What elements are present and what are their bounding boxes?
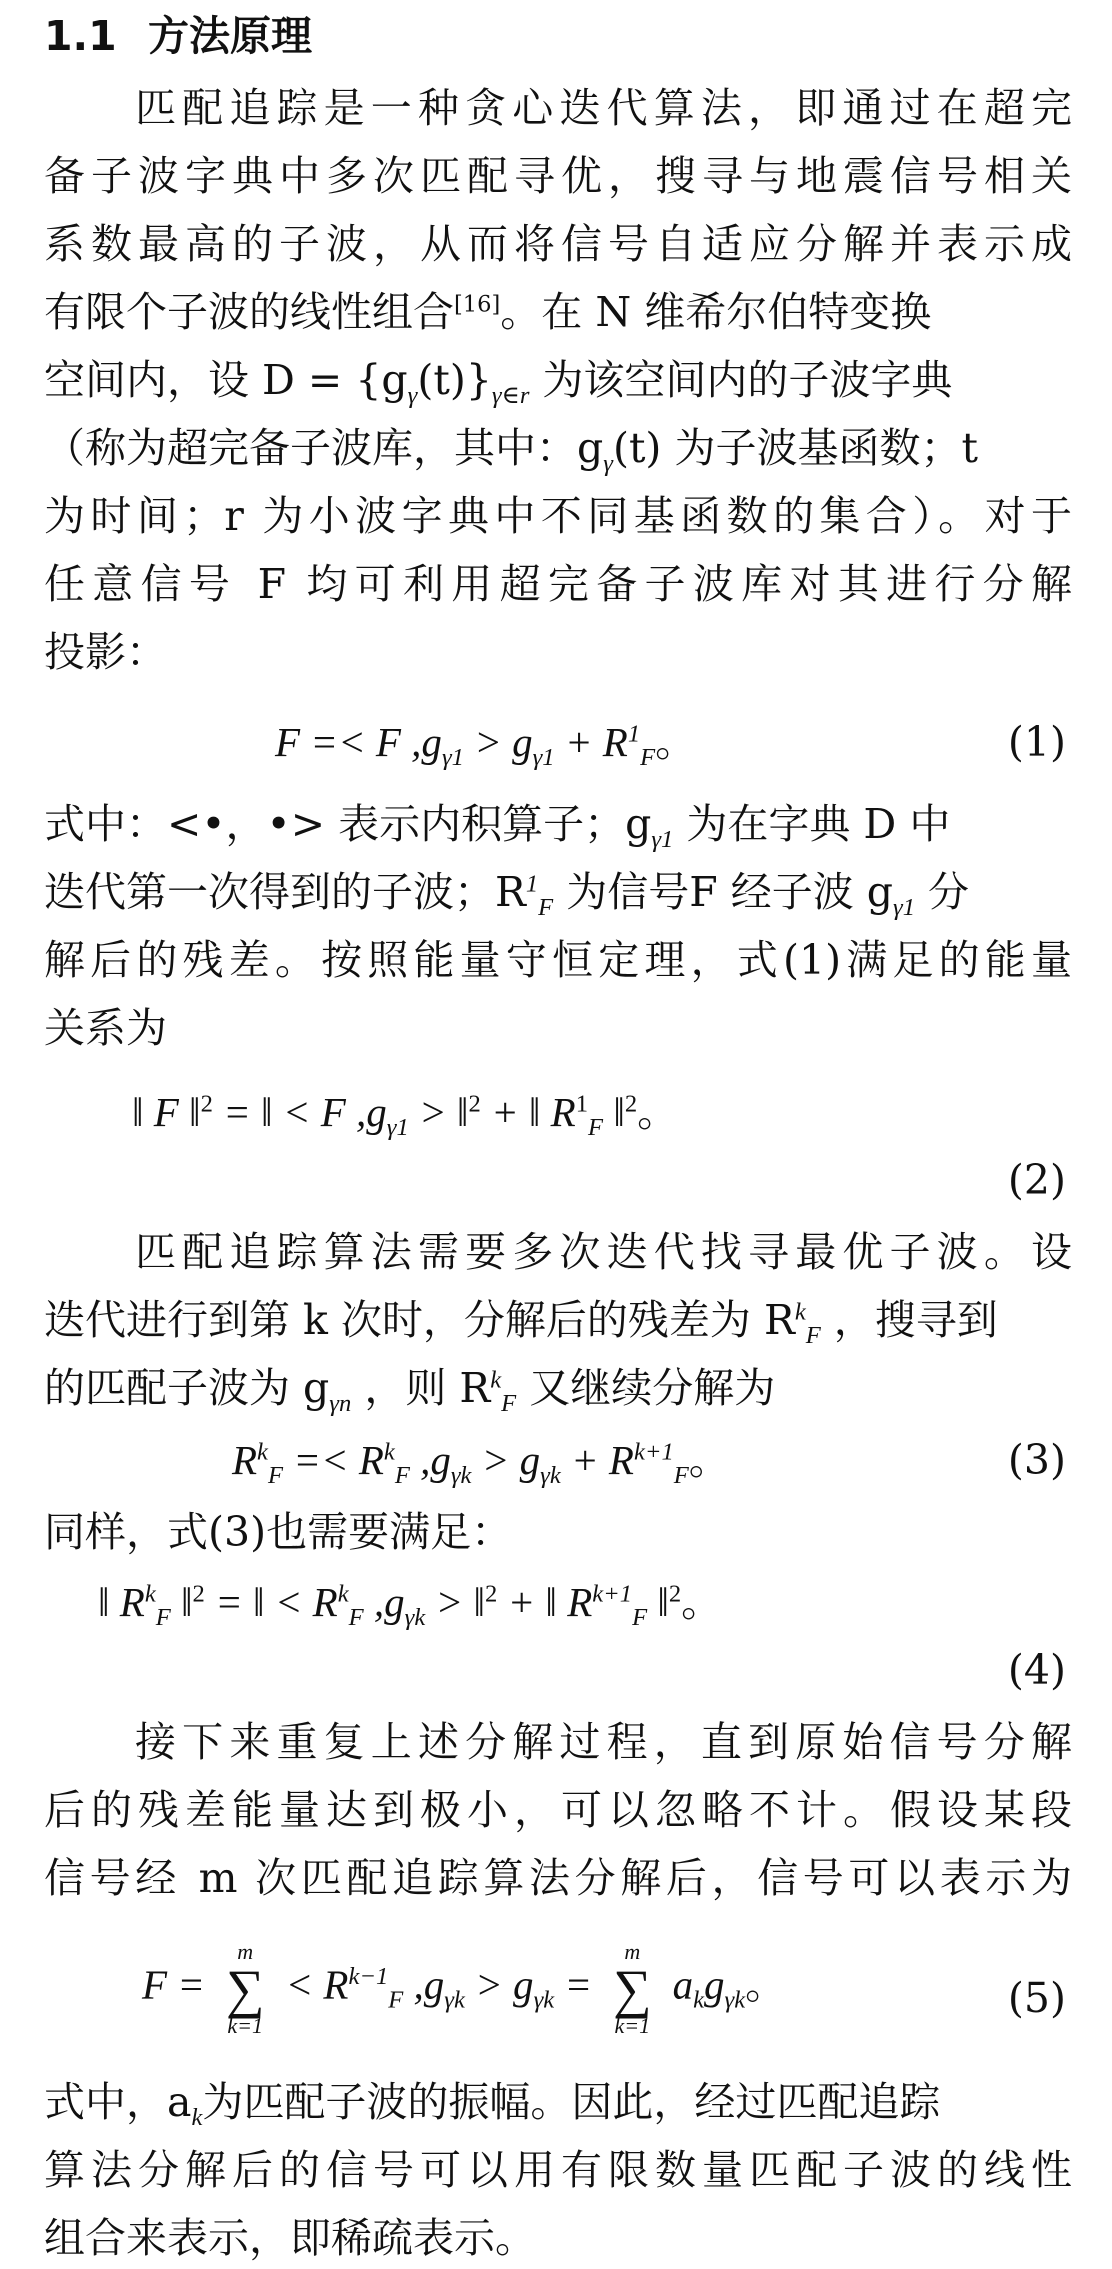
equation-5: F = m ∑ k=1 < $R^{k-1}_F$ $,g_{\gamma k} > g_{\gamma k}$ = m ∑ k=1 $a_kg_{\gamma k}$。 <box>142 1939 787 2038</box>
text-span: ，搜寻到 <box>820 1296 998 1344</box>
section-number: 1.1 <box>44 12 117 60</box>
paragraph-line: 同样，式(3)也需要满足： <box>44 1508 513 1556</box>
equation-number: (2) <box>1007 1156 1066 1204</box>
equation-number: (3) <box>1007 1436 1066 1484</box>
paragraph-line: 后的残差能量达到极小，可以忽略不计。假设某段 <box>44 1786 1072 1834</box>
paragraph-line: 关系为 <box>44 1004 167 1052</box>
eq-text: + ‖ R <box>480 1089 576 1135</box>
section-heading <box>44 6 1072 66</box>
eq-sub: F <box>640 744 656 772</box>
eq-text: + R <box>554 719 628 765</box>
paragraph-line: 迭代进行到第 k 次时，分解后的残差为 $R^k_F$ ，搜寻到 <box>44 1296 998 1350</box>
paragraph-line: 迭代第一次得到的子波；$R^1_F$ 为信号F 经子波 $g_{\gamma 1}$ 分 <box>44 868 970 922</box>
paragraph-line: 空间内，设 $D = \{g_\gamma(t)\}_{\gamma\in r}$ 为该空间内的子波字典 <box>44 356 953 410</box>
text-span: 又继续分解为 <box>516 1364 776 1412</box>
paragraph-line: 备子波字典中多次匹配寻优，搜寻与地震信号相关 <box>44 152 1072 200</box>
text-span: 。在 N 维希尔伯特变换 <box>500 288 932 336</box>
equation-number: (1) <box>1007 718 1066 766</box>
text-span: 有限个子波的线性组合 <box>44 288 454 336</box>
paragraph-line <box>44 794 1072 854</box>
equation-3: $R^k_F =< R^k_F$ $,g_{\gamma k} > g_{\gamma k} + R^{k+1}_F$。 <box>232 1437 730 1490</box>
paragraph-line: （称为超完备子波库，其中：$g_\gamma(t)$ 为子波基函数；t <box>44 424 978 478</box>
summation: m ∑ k=1 <box>613 1939 652 2038</box>
text-span: （称为超完备子波库，其中：g <box>44 424 604 472</box>
text-span: 为匹配子波的振幅。因此，经过匹配追踪 <box>202 2078 941 2126</box>
summation: m ∑ k=1 <box>225 1939 265 2038</box>
equation-2: ‖ F ‖$^2$ = ‖ < F $,g_{\gamma 1}$ > ‖$^2$ + ‖ $R^1_F$ ‖$^2$。 <box>132 1089 679 1142</box>
eq-sub: γ1 <box>441 744 464 772</box>
eq-text: 。 <box>655 719 697 765</box>
text-span: 为该空间内的子波字典 <box>529 356 953 404</box>
paragraph-line: 组合来表示，即稀疏表示。 <box>44 2214 536 2262</box>
paragraph-line: 信号经 m 次匹配追踪算法分解后，信号可以表示为 <box>44 1854 1072 1902</box>
eq-text: 。 <box>637 1089 679 1135</box>
section-title: 方法原理 <box>148 12 312 60</box>
text-span: (t)} <box>417 356 492 404</box>
paragraph-line <box>44 282 1072 342</box>
paragraph-line: 系数最高的子波，从而将信号自适应分解并表示成 <box>44 220 1072 268</box>
eq-sub: γ1 <box>532 744 555 772</box>
eq-text: > ‖ <box>408 1089 469 1135</box>
equation-4: ‖ $R^k_F$ ‖$^2$ = ‖ < $R^k_F$ $,g_{\gamma k}$ > ‖$^2$ + ‖ $R^{k+1}_F$ ‖$^2$。 <box>98 1579 723 1632</box>
text-span: 迭代进行到第 k 次时，分解后的残差为 R <box>44 1296 795 1344</box>
eq-text: = ‖ < F ,g <box>212 1089 387 1135</box>
paragraph-line: 式中，$a_k$为匹配子波的振幅。因此，经过匹配追踪 <box>44 2078 941 2132</box>
paragraph-line: 为时间；r 为小波字典中不同基函数的集合）。对于 <box>44 492 1072 540</box>
paragraph-line: 任意信号 F 均可利用超完备子波库对其进行分解 <box>44 560 1072 608</box>
text-span: 为信号F 经子波 g <box>553 868 893 916</box>
equation-number: (4) <box>1007 1646 1066 1694</box>
text-span: ，则 R <box>351 1364 491 1412</box>
text-span: 式中，a <box>44 2078 192 2126</box>
paragraph-line: 匹配追踪算法需要多次迭代找寻最优子波。设 <box>135 1228 1072 1276</box>
eq-sup: 1 <box>627 720 641 748</box>
eq-text: ‖ <box>603 1089 625 1135</box>
citation: [16] <box>454 291 501 318</box>
text-span: 空间内，设 D = {g <box>44 356 408 404</box>
paragraph-line: 的匹配子波为 $g_{\gamma n}$ ，则 $R^k_F$ 又继续分解为 <box>44 1364 776 1418</box>
paragraph-line: 算法分解后的信号可以用有限数量匹配子波的线性 <box>44 2146 1072 2194</box>
paragraph-line: 匹配追踪是一种贪心迭代算法，即通过在超完 <box>135 84 1072 132</box>
eq-text: F =< F ,g <box>275 719 442 765</box>
equation-number: (5) <box>1007 1974 1066 2022</box>
text-span: 迭代第一次得到的子波；R <box>44 868 526 916</box>
text-span: (t) 为子波基函数；t <box>612 424 978 472</box>
text-span: 分 <box>915 868 970 916</box>
equation-1 <box>275 712 696 772</box>
eq-text: ‖ F ‖ <box>132 1089 201 1135</box>
text-span: 为在字典 D 中 <box>673 800 951 848</box>
eq-text: > g <box>463 719 533 765</box>
text-span: 式中：<•，•> 表示内积算子；g <box>44 800 652 848</box>
paragraph-line: 接下来重复上述分解过程，直到原始信号分解 <box>135 1718 1072 1766</box>
paragraph-line: 解后的残差。按照能量守恒定理，式(1)满足的能量 <box>44 936 1072 984</box>
eq-sub: γ1 <box>651 826 674 854</box>
text-span: 的匹配子波为 g <box>44 1364 330 1412</box>
paragraph-line: 投影： <box>44 628 167 676</box>
